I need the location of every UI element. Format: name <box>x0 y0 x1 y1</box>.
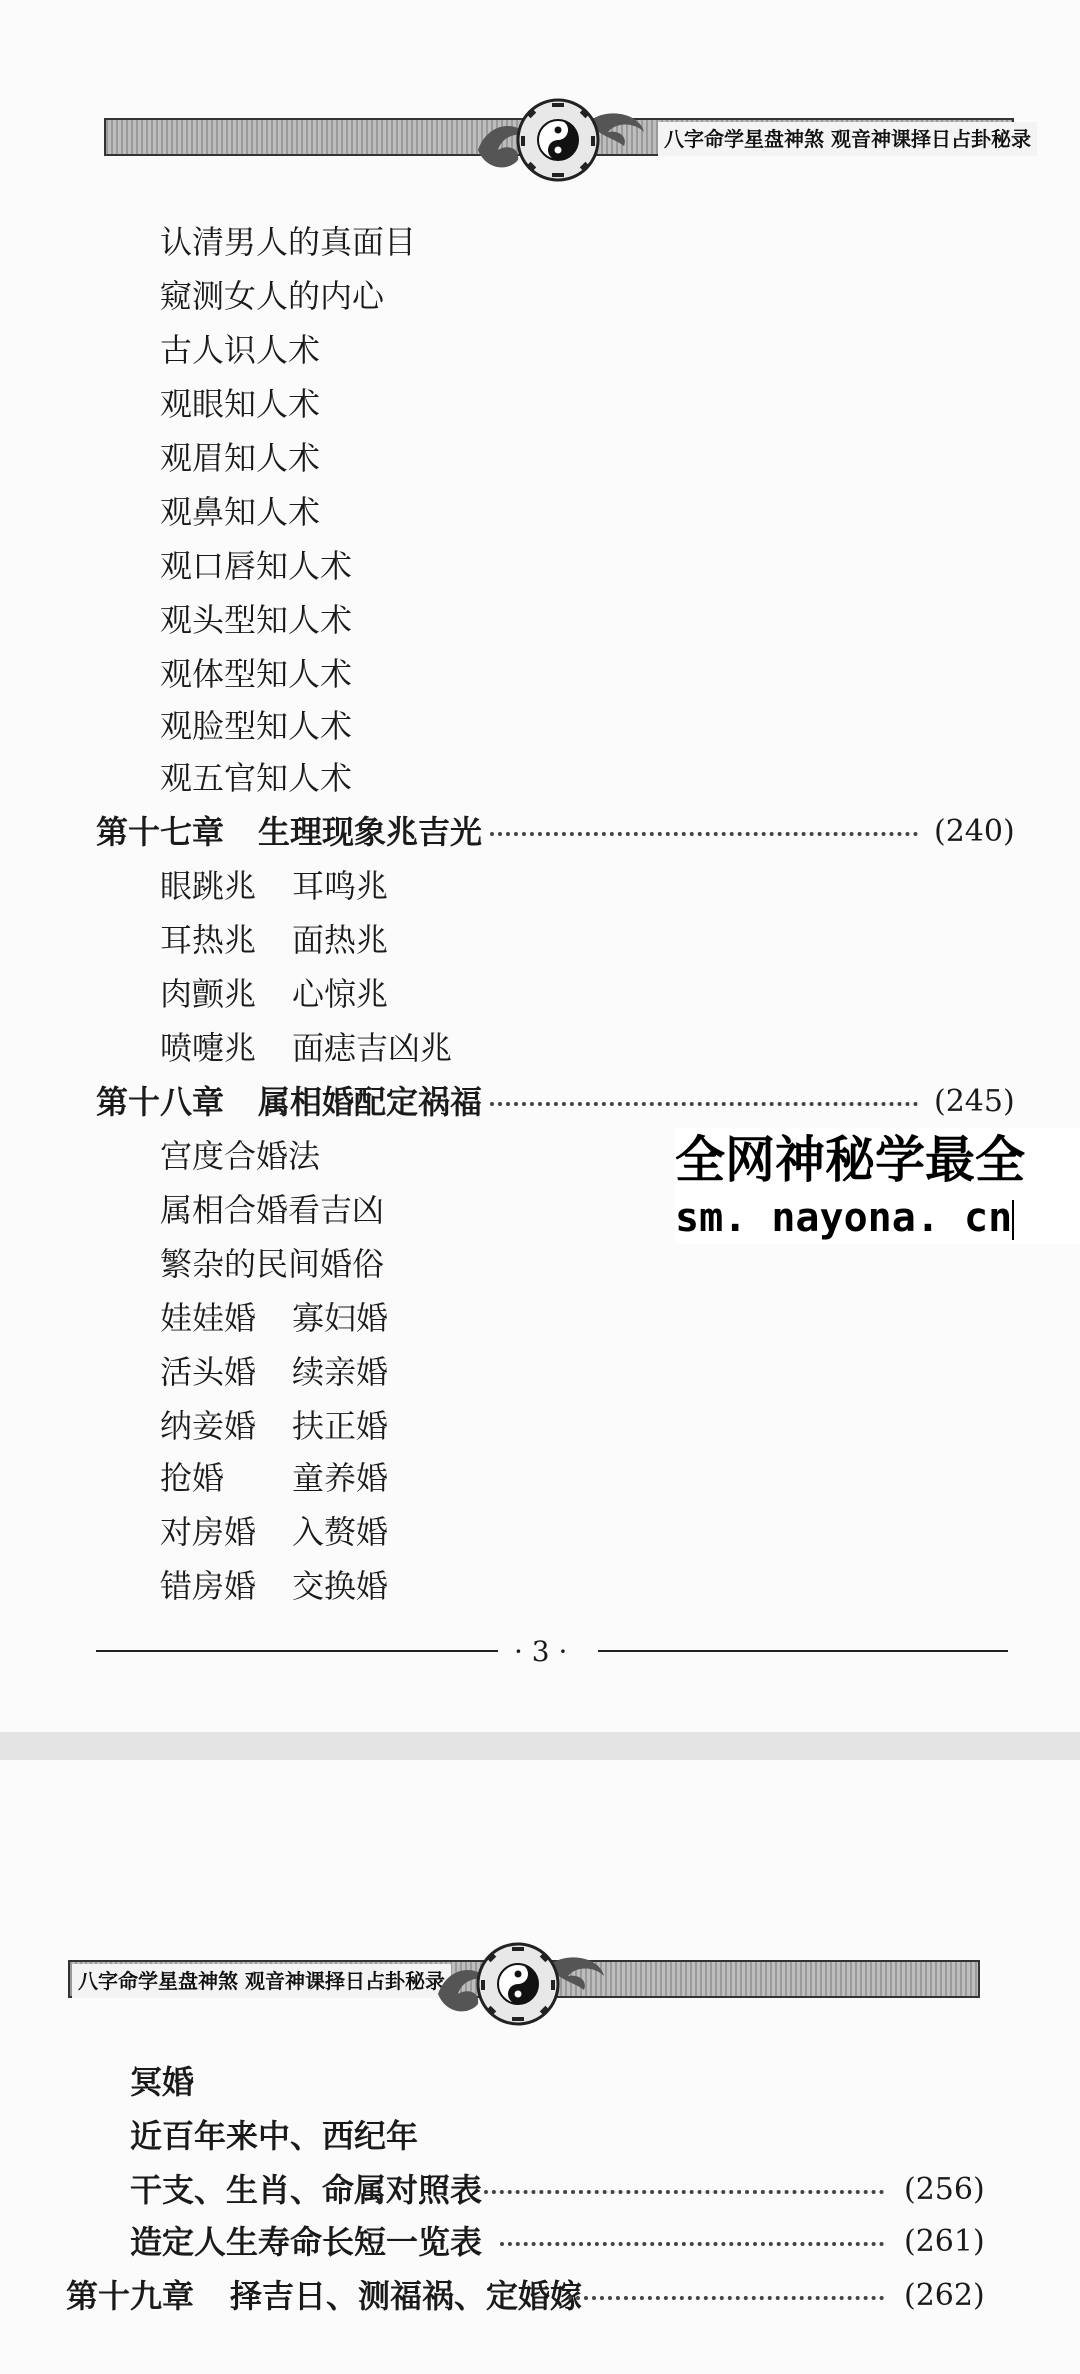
toc-item: 纳妾婚 <box>160 1407 257 1445</box>
dot-leader <box>568 2296 884 2300</box>
chapter-title: 属相婚配定祸福 <box>258 1083 483 1121</box>
taiji-emblem-icon <box>428 1936 608 2028</box>
watermark-url-row <box>675 1192 1080 1244</box>
page-ref: (256) <box>904 2172 985 2207</box>
toc-item: 观头型知人术 <box>160 601 353 639</box>
toc-item: 观眉知人术 <box>160 439 321 477</box>
book-page-4 <box>0 1760 1080 2374</box>
toc-item: 错房婚 <box>160 1567 257 1605</box>
watermark-title: 全网神秘学最全 <box>675 1131 1025 1189</box>
toc-item: 寡妇婚 <box>292 1299 389 1337</box>
toc-item: 耳热兆 <box>160 921 257 959</box>
header-title: 八字命学星盘神煞 观音神课择日占卦秘录 <box>72 1964 451 1998</box>
toc-item: 肉颤兆 <box>160 975 257 1013</box>
page-ref: (245) <box>934 1084 1015 1119</box>
toc-item: 童养婚 <box>292 1459 389 1497</box>
toc-item: 古人识人术 <box>160 331 321 369</box>
toc-item: 面热兆 <box>292 921 389 959</box>
watermark-url: sm. nayona. cn <box>675 1195 1013 1241</box>
toc-item: 观五官知人术 <box>160 759 353 797</box>
chapter-label: 第十九章 <box>66 2277 195 2315</box>
chapter-title: 生理现象兆吉光 <box>258 813 483 851</box>
toc-item: 认清男人的真面目 <box>160 223 417 261</box>
toc-item: 入赘婚 <box>292 1513 389 1551</box>
toc-item: 交换婚 <box>292 1567 389 1605</box>
toc-item: 扶正婚 <box>292 1407 389 1445</box>
toc-item: 观口唇知人术 <box>160 547 353 585</box>
toc-item: 属相合婚看吉凶 <box>160 1191 385 1229</box>
footer-rule-right <box>598 1650 1008 1652</box>
toc-item: 冥婚 <box>130 2063 195 2101</box>
toc-item: 喷嚏兆 <box>160 1029 257 1067</box>
toc-item: 造定人生寿命长短一览表 <box>130 2223 483 2261</box>
toc-item: 娃娃婚 <box>160 1299 257 1337</box>
dot-leader <box>490 832 918 836</box>
toc-item: 近百年来中、西纪年 <box>130 2117 419 2155</box>
toc-item: 繁杂的民间婚俗 <box>160 1245 385 1283</box>
page-number: · 3 · <box>514 1635 568 1668</box>
dot-leader <box>490 1102 918 1106</box>
page-gap <box>0 1732 1080 1760</box>
header-title: 八字命学星盘神煞 观音神课择日占卦秘录 <box>658 122 1037 156</box>
toc-item: 观鼻知人术 <box>160 493 321 531</box>
chapter-label: 第十八章 <box>96 1083 225 1121</box>
toc-item: 窥测女人的内心 <box>160 277 385 315</box>
toc-item: 续亲婚 <box>292 1353 389 1391</box>
chapter-title: 择吉日、测福祸、定婚嫁 <box>230 2277 583 2315</box>
toc-item: 抢婚 <box>160 1459 225 1497</box>
chapter-label: 第十七章 <box>96 813 225 851</box>
toc-item: 观眼知人术 <box>160 385 321 423</box>
toc-item: 眼跳兆 <box>160 867 257 905</box>
toc-item: 对房婚 <box>160 1513 257 1551</box>
dot-leader <box>500 2242 884 2246</box>
text-cursor <box>1012 1200 1014 1240</box>
footer-rule-left <box>96 1650 498 1652</box>
dot-leader <box>484 2190 884 2194</box>
toc-item: 面痣吉凶兆 <box>292 1029 453 1067</box>
toc-item: 耳鸣兆 <box>292 867 389 905</box>
watermark <box>675 1128 1080 1244</box>
page-ref: (240) <box>934 814 1015 849</box>
page-ref: (262) <box>904 2278 985 2313</box>
toc-item: 观脸型知人术 <box>160 707 353 745</box>
toc-item: 活头婚 <box>160 1353 257 1391</box>
toc-item: 宫度合婚法 <box>160 1137 321 1175</box>
toc-item: 心惊兆 <box>292 975 389 1013</box>
taiji-emblem-icon <box>468 92 648 184</box>
page-ref: (261) <box>904 2224 985 2259</box>
toc-item: 干支、生肖、命属对照表 <box>130 2171 483 2209</box>
toc-item: 观体型知人术 <box>160 655 353 693</box>
